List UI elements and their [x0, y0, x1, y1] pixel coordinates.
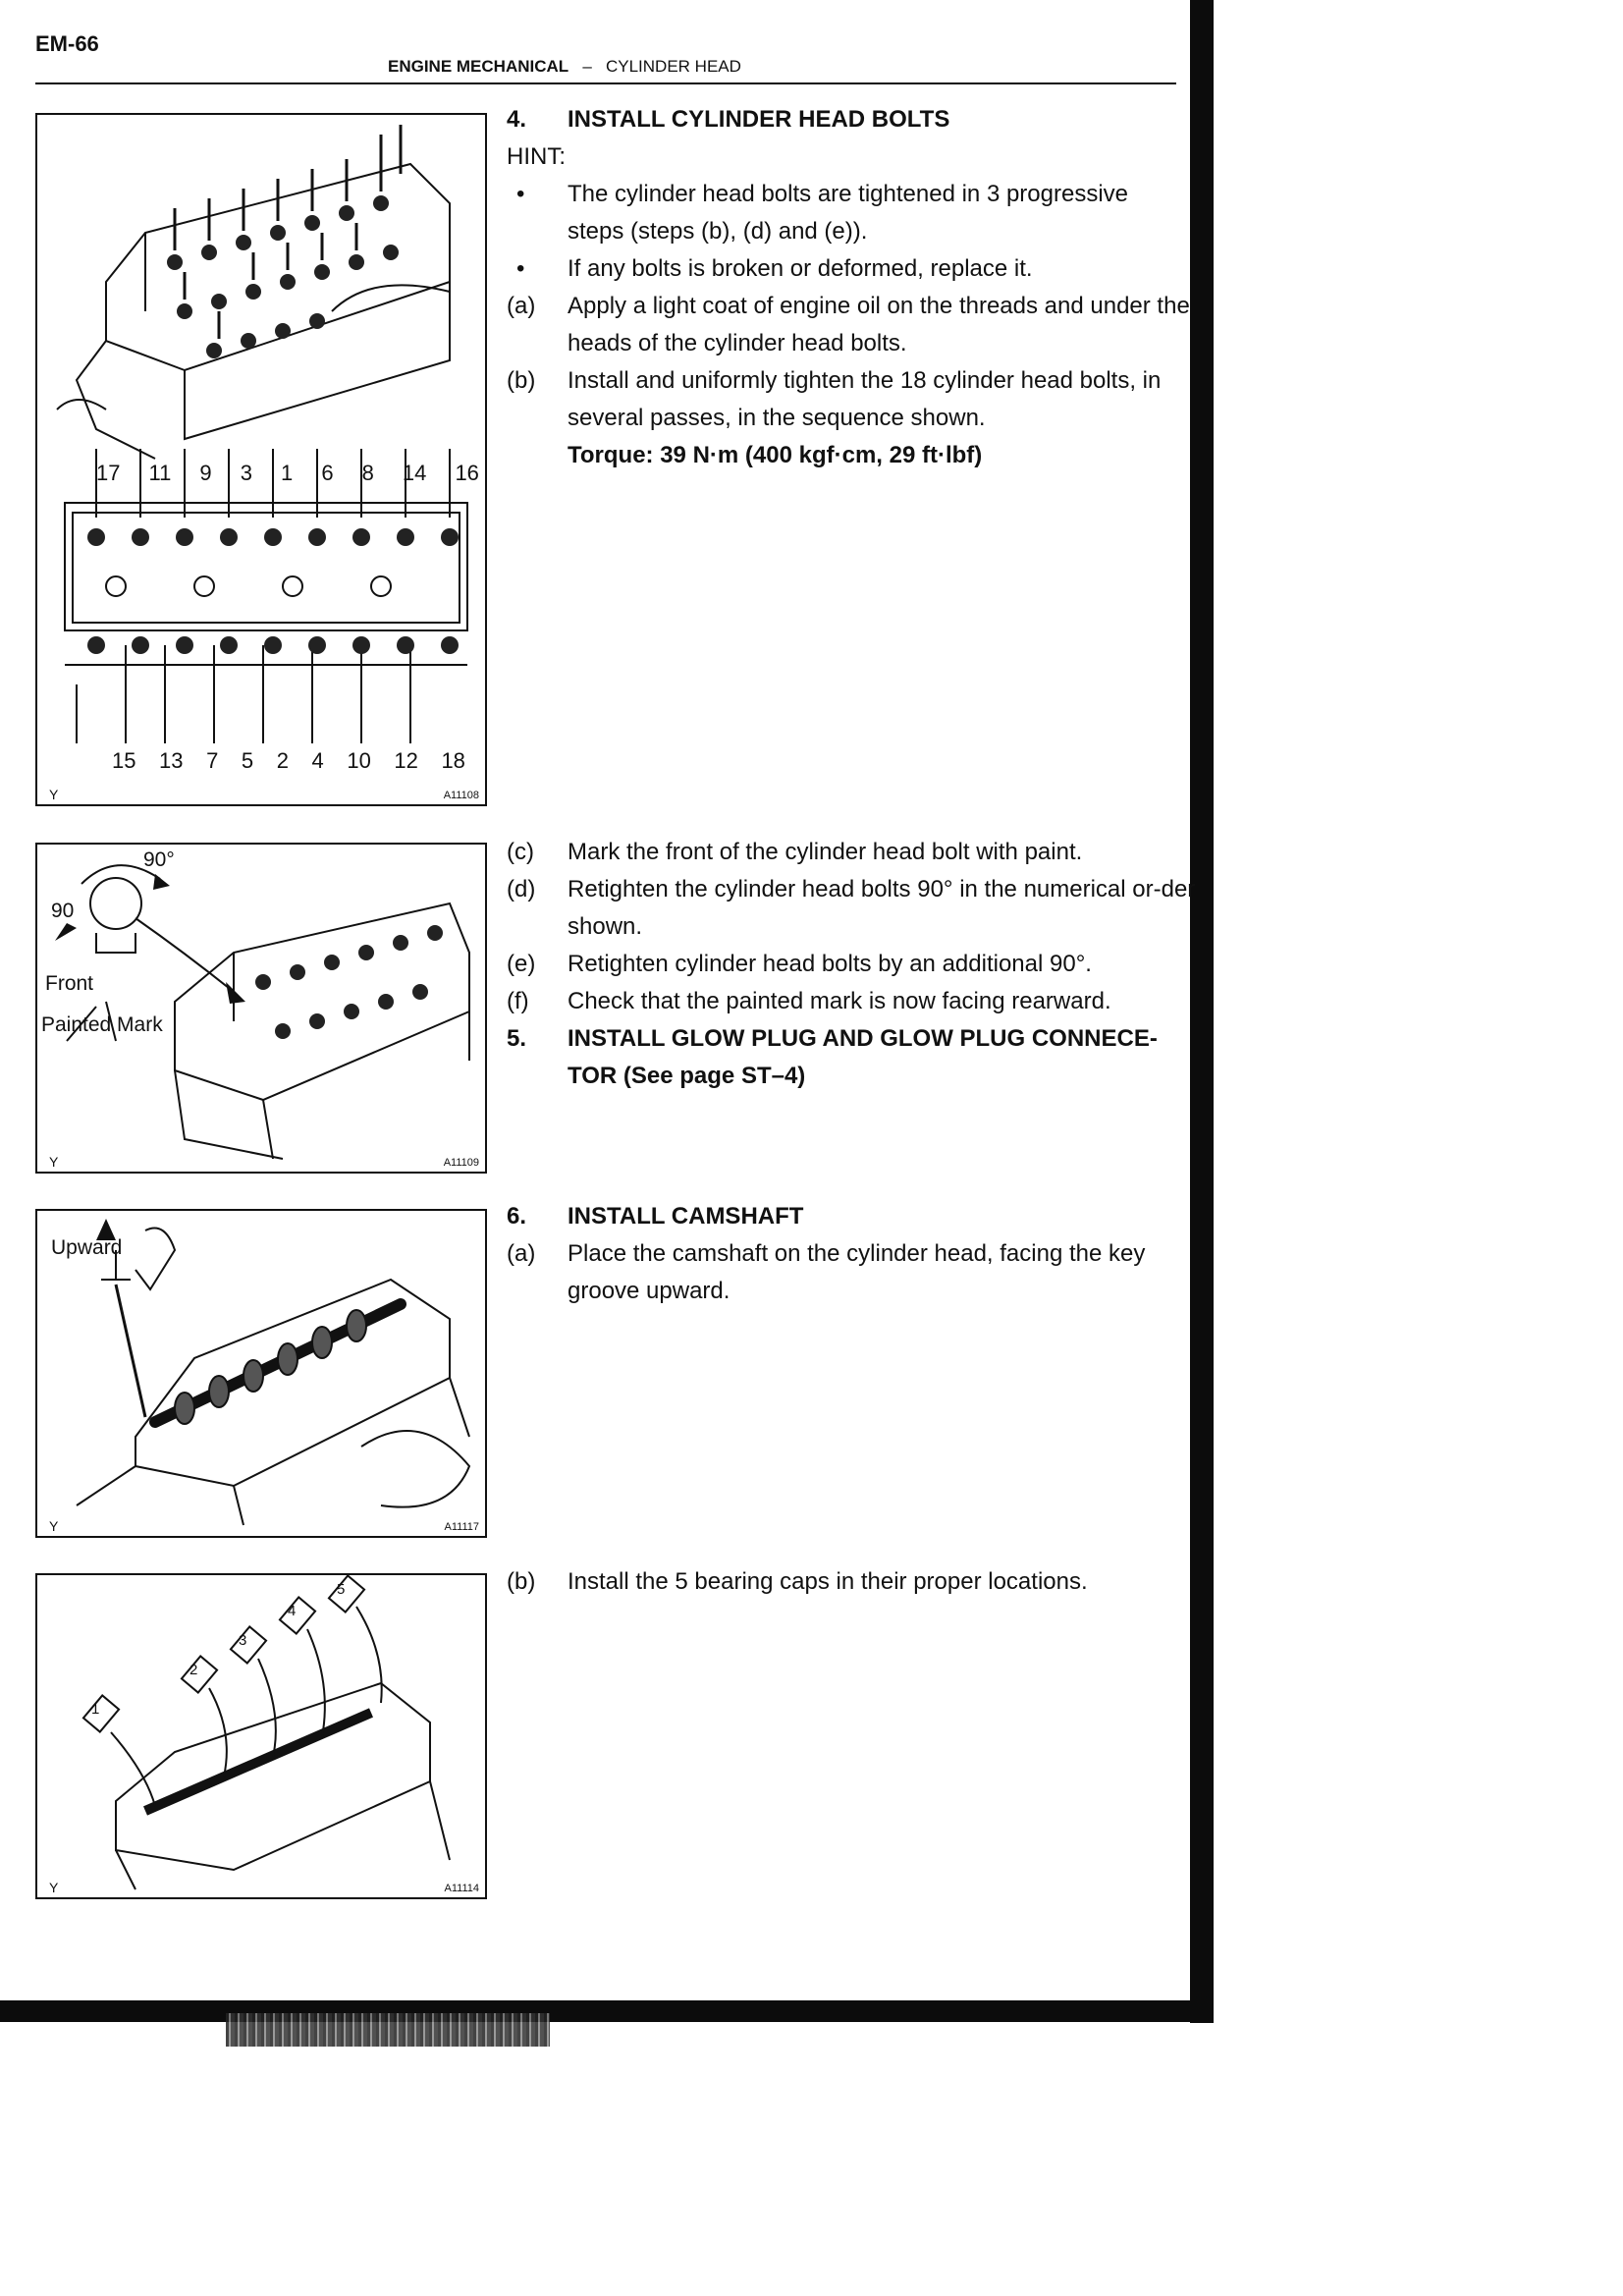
retighten-illustration	[37, 845, 485, 1172]
angle-label-top: 90°	[143, 848, 175, 871]
painted-mark-label: Painted Mark	[41, 1013, 163, 1036]
bolt-number: 13	[159, 748, 184, 773]
bolt-number: 15	[112, 748, 136, 773]
head-bolt-illustration	[37, 115, 485, 804]
step-title: INSTALL GLOW PLUG AND GLOW PLUG CONNECE-	[568, 1025, 1158, 1052]
hint-bullet-text: If any bolts is broken or deformed, replace it.	[568, 255, 1033, 282]
cap-number: 4	[288, 1603, 297, 1619]
figure-code: A11109	[443, 1157, 479, 1169]
bolt-number: 7	[206, 748, 219, 773]
cap-number: 3	[239, 1632, 247, 1649]
substep-label: (d)	[507, 876, 536, 902]
substep-text: Install and uniformly tighten the 18 cylinder head bolts, in several passes, in the sequence shown.	[568, 367, 1162, 431]
bolt-number: 4	[311, 748, 324, 773]
bolt-number: 1	[281, 461, 294, 485]
substep-text: Retighten the cylinder head bolts 90° in the numerical or-der shown.	[568, 876, 1196, 940]
bolt-number: 14	[402, 461, 427, 485]
bolt-number: 10	[347, 748, 371, 773]
figure-head-bolt-sequence	[35, 113, 487, 806]
bolt-number: 18	[441, 748, 465, 773]
header-subsection: CYLINDER HEAD	[605, 57, 741, 76]
header-rule	[35, 82, 1176, 84]
cap-number: 5	[337, 1581, 346, 1598]
bolt-number: 11	[148, 461, 172, 485]
hint-bullet-text: steps (steps (b), (d) and (e)).	[568, 218, 868, 245]
figure-y-mark: Y	[49, 787, 59, 802]
substep-text: Mark the front of the cylinder head bolt with paint.	[568, 839, 1083, 865]
figure-retighten-90	[35, 843, 487, 1174]
bottom-bolt-numbers	[112, 748, 465, 774]
substep-text: Retighten cylinder head bolts by an additional 90°.	[568, 951, 1092, 977]
front-label: Front	[45, 972, 94, 995]
substep-text: Apply a light coat of engine oil on the threads and under the heads of the cylinder head bolts.	[568, 293, 1190, 356]
figure-code: A11108	[443, 790, 479, 801]
angle-label-left: 90	[51, 900, 75, 922]
cap-number: 1	[91, 1701, 100, 1718]
step-number: 4.	[507, 106, 527, 133]
step-number: 5.	[507, 1025, 527, 1052]
bolt-number: 17	[96, 461, 121, 485]
step-4	[507, 101, 1194, 474]
bolt-number: 5	[241, 748, 254, 773]
figure-y-mark: Y	[49, 1154, 59, 1170]
step-title: TOR (See page ST–4)	[568, 1063, 806, 1089]
substep-label: (b)	[507, 1568, 536, 1595]
substep-text: Check that the painted mark is now facing rearward.	[568, 988, 1111, 1014]
bolt-number: 16	[455, 461, 479, 485]
cap-number: 2	[189, 1662, 198, 1678]
substep-text: Install the 5 bearing caps in their proper locations.	[568, 1568, 1088, 1595]
substep-text: Place the camshaft on the cylinder head, facing the key groove upward.	[568, 1240, 1146, 1304]
torque-spec: Torque: 39 N·m (400 kgf·cm, 29 ft·lbf)	[568, 442, 983, 468]
substep-label: (c)	[507, 839, 534, 865]
substep-label: (a)	[507, 293, 536, 319]
bolt-number: 3	[240, 461, 252, 485]
upward-label: Upward	[51, 1236, 123, 1259]
header-section: ENGINE MECHANICAL	[388, 57, 569, 76]
figure-y-mark: Y	[49, 1880, 59, 1895]
substep-label: (f)	[507, 988, 529, 1014]
substep-label: (a)	[507, 1240, 536, 1267]
bolt-number: 6	[321, 461, 334, 485]
step-6-continued	[507, 1563, 1194, 1603]
substep-label: (b)	[507, 367, 536, 394]
bolt-number: 12	[394, 748, 418, 773]
scan-bottom-edge	[0, 2000, 1214, 2022]
figure-camshaft	[35, 1209, 487, 1538]
figure-code: A11114	[444, 1883, 479, 1894]
substep-label: (e)	[507, 951, 536, 977]
step-number: 6.	[507, 1203, 527, 1230]
bolt-number: 2	[276, 748, 289, 773]
hint-label: HINT:	[507, 143, 566, 170]
bolt-number: 9	[199, 461, 212, 485]
bearing-caps-illustration	[37, 1575, 485, 1897]
step-title: INSTALL CAMSHAFT	[568, 1203, 804, 1230]
bullet-mark: •	[516, 181, 525, 207]
bullet-mark: •	[516, 255, 525, 282]
top-bolt-numbers	[96, 461, 479, 486]
page-header	[388, 57, 741, 77]
scan-noise	[226, 2013, 550, 2047]
step-4-continued	[507, 834, 1194, 1089]
figure-bearing-caps	[35, 1573, 487, 1899]
step-title: INSTALL CYLINDER HEAD BOLTS	[568, 106, 950, 133]
hint-bullet-text: The cylinder head bolts are tightened in 3 progressive	[568, 181, 1129, 207]
step-6	[507, 1198, 1194, 1316]
bolt-number: 8	[361, 461, 374, 485]
header-separator: –	[582, 57, 592, 76]
figure-y-mark: Y	[49, 1518, 59, 1534]
page-id: EM-66	[35, 31, 99, 56]
figure-code: A11117	[444, 1521, 479, 1533]
